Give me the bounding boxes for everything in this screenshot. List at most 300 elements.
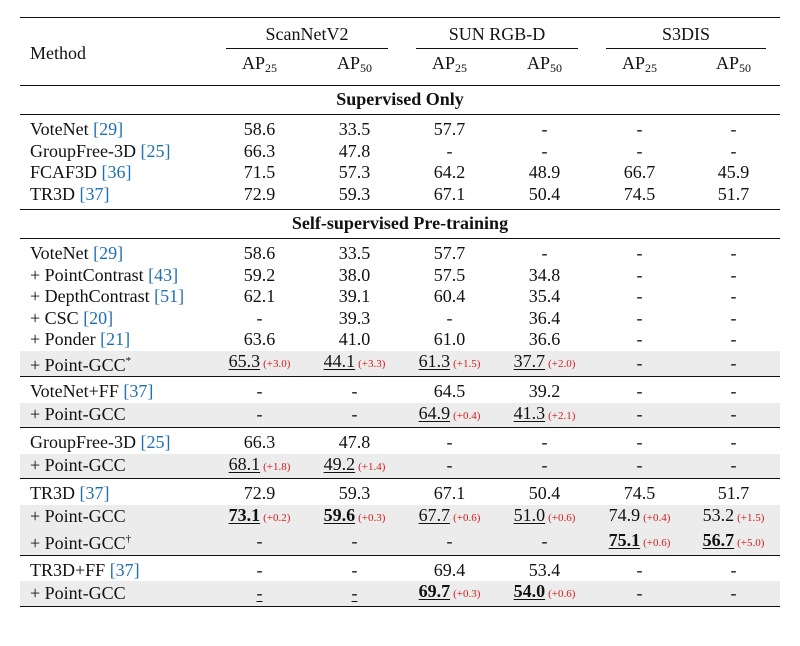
metric-value: -: [351, 404, 358, 424]
metric-value: 74.5: [623, 483, 656, 503]
value-cell: [497, 377, 592, 403]
table-row: [20, 286, 780, 308]
metric-value: 57.7: [433, 243, 466, 263]
method-name: VoteNet: [30, 119, 94, 139]
value-cell: [402, 329, 497, 351]
metric-value: 50.4: [528, 483, 561, 503]
metric-header: $AP_{25}$: [241, 52, 277, 75]
metric-value: -: [256, 582, 263, 603]
metric-header: $AP_{50}$: [526, 52, 562, 75]
metric-value: 65.3: [228, 351, 261, 371]
value-cell: [402, 403, 497, 428]
value-cell: [687, 162, 780, 184]
value-cell: [592, 505, 687, 530]
value-cell: [592, 428, 687, 454]
value-cell: [402, 377, 497, 403]
method-name: FCAF3D: [30, 162, 102, 182]
value-cell: [687, 265, 780, 287]
method-name: + Point-GCC: [30, 506, 126, 526]
metric-value: -: [730, 381, 737, 401]
value-cell: [402, 239, 497, 265]
metric-value: -: [541, 455, 548, 475]
gain-value: (+0.6): [453, 511, 481, 524]
metric-value: 59.6: [323, 504, 356, 525]
metric-value: -: [541, 243, 548, 263]
metric-value: 47.8: [338, 432, 371, 452]
value-cell: [307, 529, 402, 555]
method-name: + CSC: [30, 307, 84, 328]
table-row: [20, 479, 780, 505]
value-cell: [307, 115, 402, 141]
value-cell: [307, 184, 402, 210]
section-header: Self-supervised Pre-training: [20, 210, 780, 239]
metric-value: -: [446, 432, 453, 452]
metric-value: 67.1: [433, 483, 466, 503]
metric-value: 73.1: [228, 504, 261, 525]
value-cell: [687, 403, 780, 428]
value-cell: [687, 141, 780, 163]
value-cell: [402, 308, 497, 330]
metric-value: 64.5: [433, 381, 466, 401]
metric-value: -: [636, 455, 643, 475]
metric-value: -: [730, 286, 737, 306]
table-row: [20, 581, 780, 606]
table-row: [20, 329, 780, 351]
value-cell: [212, 581, 307, 606]
metric-value: -: [541, 140, 548, 161]
value-cell: [497, 581, 592, 606]
citation-link[interactable]: [36]: [101, 162, 132, 182]
metric-value: -: [636, 307, 643, 328]
method-cell: [20, 377, 212, 403]
value-cell: [592, 581, 687, 606]
citation-link[interactable]: [25]: [140, 432, 171, 452]
metric-value: 67.1: [433, 183, 466, 204]
value-cell: [687, 479, 780, 505]
value-cell: [592, 239, 687, 265]
method-name: VoteNet: [30, 243, 94, 263]
metric-value: 49.2: [323, 453, 356, 474]
metric-value: -: [730, 404, 737, 424]
value-cell: [212, 505, 307, 530]
metric-value: -: [636, 404, 643, 424]
metric-value: -: [351, 531, 358, 551]
metric-value: -: [730, 264, 737, 285]
metric-value: -: [636, 582, 643, 603]
value-cell: [307, 239, 402, 265]
value-cell: [307, 286, 402, 308]
value-cell: [497, 351, 592, 377]
value-cell: [497, 265, 592, 287]
citation-link[interactable]: [51]: [154, 286, 185, 306]
value-cell: [592, 141, 687, 163]
value-cell: [687, 581, 780, 606]
value-cell: [497, 141, 592, 163]
method-name: TR3D: [30, 183, 80, 204]
metric-value: 53.4: [528, 559, 561, 580]
table-row: [20, 184, 780, 210]
table-row: [20, 428, 780, 454]
value-cell: [402, 555, 497, 581]
metric-value: 39.1: [338, 286, 371, 306]
value-cell: [307, 428, 402, 454]
gain-value: (+3.0): [263, 358, 291, 370]
value-cell: [212, 265, 307, 287]
metric-value: -: [256, 531, 263, 551]
value-cell: [687, 377, 780, 403]
metric-value: -: [730, 307, 737, 328]
value-cell: [212, 377, 307, 403]
dataset-header-sunrgbd: SUN RGB-D: [416, 24, 578, 49]
value-cell: [497, 286, 592, 308]
value-cell: [402, 479, 497, 505]
method-header: Method: [30, 42, 86, 63]
gain-value: (+0.6): [548, 511, 576, 524]
value-cell: [592, 479, 687, 505]
metric-value: -: [636, 559, 643, 580]
metric-value: -: [256, 381, 263, 401]
metric-value: 58.6: [243, 119, 276, 139]
method-cell: [20, 286, 212, 308]
metric-value: 64.2: [433, 162, 466, 182]
value-cell: [212, 454, 307, 479]
method-superscript: †: [125, 533, 132, 545]
gain-value: (+0.4): [453, 409, 481, 422]
value-cell: [687, 184, 780, 210]
table-row: [20, 351, 780, 377]
metric-value: -: [541, 119, 548, 139]
value-cell: [592, 454, 687, 479]
metric-value: -: [351, 559, 358, 580]
metric-value: -: [636, 140, 643, 161]
metric-value: 51.7: [717, 183, 750, 204]
gain-value: (+1.5): [737, 511, 765, 524]
value-cell: [592, 265, 687, 287]
citation-link[interactable]: [21]: [100, 329, 131, 349]
method-cell: [20, 581, 212, 606]
metric-value: 51.0: [513, 504, 546, 525]
value-cell: [212, 428, 307, 454]
value-cell: [212, 162, 307, 184]
value-cell: [497, 428, 592, 454]
metric-value: -: [541, 432, 548, 452]
metric-value: -: [446, 140, 453, 161]
gain-value: (+1.8): [263, 460, 291, 473]
method-cell: [20, 505, 212, 530]
citation-link[interactable]: [43]: [148, 264, 179, 285]
section-header: Supervised Only: [20, 86, 780, 115]
value-cell: [307, 505, 402, 530]
metric-value: -: [541, 531, 548, 551]
value-cell: [307, 329, 402, 351]
table-row: [20, 141, 780, 163]
method-cell: [20, 308, 212, 330]
method-cell: [20, 115, 212, 141]
metric-value: 67.7: [418, 504, 451, 525]
gain-value: (+2.0): [548, 358, 576, 370]
value-cell: [687, 115, 780, 141]
value-cell: [592, 286, 687, 308]
method-cell: [20, 184, 212, 210]
value-cell: [402, 529, 497, 555]
value-cell: [212, 351, 307, 377]
value-cell: [307, 403, 402, 428]
metric-value: 66.3: [243, 432, 276, 452]
metric-value: 72.9: [243, 483, 276, 503]
value-cell: [307, 265, 402, 287]
metric-header: $AP_{25}$: [431, 52, 467, 75]
value-cell: [687, 454, 780, 479]
value-cell: [212, 329, 307, 351]
value-cell: [307, 454, 402, 479]
method-cell: [20, 351, 212, 377]
method-cell: [20, 479, 212, 505]
citation-link[interactable]: [25]: [140, 140, 171, 161]
value-cell: [687, 329, 780, 351]
metric-value: 57.5: [433, 264, 466, 285]
value-cell: [497, 308, 592, 330]
value-cell: [592, 377, 687, 403]
metric-value: 39.3: [338, 307, 371, 328]
value-cell: [307, 308, 402, 330]
metric-value: -: [636, 329, 643, 349]
value-cell: [307, 555, 402, 581]
gain-value: (+1.4): [358, 460, 386, 473]
value-cell: [592, 184, 687, 210]
value-cell: [687, 286, 780, 308]
value-cell: [592, 529, 687, 555]
value-cell: [592, 115, 687, 141]
method-name: GroupFree-3D: [30, 432, 141, 452]
value-cell: [687, 529, 780, 555]
value-cell: [497, 479, 592, 505]
value-cell: [212, 115, 307, 141]
gain-value: (+0.6): [548, 588, 576, 600]
metric-value: 51.7: [717, 483, 750, 503]
metric-value: 59.2: [243, 264, 276, 285]
citation-link[interactable]: [29]: [93, 119, 124, 139]
metric-value: 41.0: [338, 329, 371, 349]
value-cell: [402, 265, 497, 287]
table-row: [20, 308, 780, 330]
metric-value: 68.1: [228, 453, 261, 474]
method-cell: [20, 162, 212, 184]
value-cell: [307, 377, 402, 403]
value-cell: [497, 555, 592, 581]
value-cell: [592, 351, 687, 377]
value-cell: [687, 428, 780, 454]
value-cell: [497, 115, 592, 141]
metric-value: 44.1: [323, 351, 356, 371]
gain-value: (+2.1): [548, 409, 576, 422]
table-row: [20, 403, 780, 428]
value-cell: [307, 141, 402, 163]
method-name: + Point-GCC: [30, 354, 126, 375]
value-cell: [497, 162, 592, 184]
method-cell: [20, 555, 212, 581]
value-cell: [497, 239, 592, 265]
metric-value: 36.4: [528, 307, 561, 328]
gain-value: (+5.0): [737, 536, 765, 549]
value-cell: [212, 239, 307, 265]
citation-link[interactable]: [37]: [79, 483, 110, 503]
value-cell: [212, 308, 307, 330]
metric-value: 69.4: [433, 559, 466, 580]
metric-value: 37.7: [513, 351, 546, 371]
metric-value: -: [730, 243, 737, 263]
metric-value: 36.6: [528, 329, 561, 349]
metric-value: 61.3: [418, 351, 451, 371]
metric-value: 53.2: [702, 504, 735, 525]
value-cell: [592, 329, 687, 351]
metric-value: 57.7: [433, 119, 466, 139]
metric-value: 41.3: [513, 402, 546, 423]
metric-value: 56.7: [702, 529, 735, 550]
metric-value: -: [636, 243, 643, 263]
metric-value: 75.1: [608, 529, 641, 550]
value-cell: [212, 479, 307, 505]
metric-value: 39.2: [528, 381, 561, 401]
value-cell: [687, 505, 780, 530]
value-cell: [212, 555, 307, 581]
method-cell: [20, 265, 212, 287]
metric-value: 61.0: [433, 329, 466, 349]
value-cell: [212, 403, 307, 428]
method-cell: [20, 454, 212, 479]
metric-value: -: [351, 381, 358, 401]
value-cell: [307, 581, 402, 606]
metric-value: 34.8: [528, 264, 561, 285]
method-name: VoteNet+FF: [30, 381, 124, 401]
citation-link[interactable]: [37]: [79, 183, 110, 204]
metric-value: 54.0: [513, 581, 546, 601]
value-cell: [592, 308, 687, 330]
dataset-header-s3dis: S3DIS: [606, 24, 766, 49]
value-cell: [402, 162, 497, 184]
metric-value: 48.9: [528, 162, 561, 182]
metric-value: -: [256, 559, 263, 580]
citation-link[interactable]: [37]: [109, 559, 140, 580]
metric-value: 63.6: [243, 329, 276, 349]
metric-value: 71.5: [243, 162, 276, 182]
metric-value: 59.3: [338, 483, 371, 503]
table-row: [20, 377, 780, 403]
method-cell: [20, 403, 212, 428]
gain-value: (+3.3): [358, 358, 386, 370]
value-cell: [687, 239, 780, 265]
metric-header: $AP_{25}$: [621, 52, 657, 75]
value-cell: [402, 115, 497, 141]
metric-value: -: [256, 404, 263, 424]
table-row: [20, 555, 780, 581]
metric-value: -: [446, 307, 453, 328]
metric-value: 58.6: [243, 243, 276, 263]
table-row: [20, 505, 780, 530]
metric-value: 66.3: [243, 140, 276, 161]
metric-value: -: [730, 582, 737, 603]
metric-value: 74.5: [623, 183, 656, 204]
table-row: [20, 162, 780, 184]
method-cell: [20, 428, 212, 454]
citation-link[interactable]: [29]: [93, 243, 124, 263]
method-name: TR3D: [30, 483, 80, 503]
value-cell: [402, 505, 497, 530]
metric-value: 69.7: [418, 581, 451, 601]
metric-value: -: [730, 455, 737, 475]
method-name: + Point-GCC: [30, 455, 126, 475]
metric-value: -: [730, 352, 737, 373]
value-cell: [592, 403, 687, 428]
metric-value: 33.5: [338, 119, 371, 139]
table-row: [20, 529, 780, 555]
value-cell: [307, 351, 402, 377]
metric-value: 38.0: [338, 264, 371, 285]
method-cell: [20, 529, 212, 555]
metric-header: $AP_{50}$: [336, 52, 372, 75]
method-name: + DepthContrast: [30, 286, 155, 306]
metric-value: -: [636, 352, 643, 373]
value-cell: [402, 286, 497, 308]
method-name: GroupFree-3D: [30, 140, 141, 161]
value-cell: [687, 351, 780, 377]
header-row-datasets: [20, 18, 780, 49]
results-table: [20, 17, 780, 607]
gain-value: (+0.4): [643, 511, 671, 524]
metric-value: -: [636, 286, 643, 306]
method-name: + Point-GCC: [30, 404, 126, 424]
value-cell: [402, 184, 497, 210]
value-cell: [402, 428, 497, 454]
method-cell: [20, 329, 212, 351]
citation-link[interactable]: [20]: [83, 307, 114, 328]
metric-value: 64.9: [418, 402, 451, 423]
metric-value: 45.9: [717, 162, 750, 182]
metric-value: 50.4: [528, 183, 561, 204]
table-row: [20, 454, 780, 479]
metric-value: -: [730, 119, 737, 139]
gain-value: (+0.3): [358, 511, 386, 524]
value-cell: [212, 529, 307, 555]
table-row: [20, 115, 780, 141]
method-superscript: *: [125, 354, 132, 367]
metric-value: -: [636, 432, 643, 452]
value-cell: [497, 403, 592, 428]
method-name: + Point-GCC: [30, 582, 126, 603]
method-name: + Ponder: [30, 329, 101, 349]
value-cell: [402, 454, 497, 479]
value-cell: [592, 162, 687, 184]
table-row: [20, 265, 780, 287]
gain-value: (+1.5): [453, 358, 481, 370]
method-name: TR3D+FF: [30, 559, 110, 580]
value-cell: [497, 529, 592, 555]
metric-value: 47.8: [338, 140, 371, 161]
metric-value: -: [730, 329, 737, 349]
gain-value: (+0.6): [643, 536, 671, 549]
value-cell: [497, 505, 592, 530]
metric-value: -: [351, 582, 358, 603]
metric-value: -: [256, 307, 263, 328]
metric-value: 72.9: [243, 183, 276, 204]
value-cell: [402, 141, 497, 163]
metric-value: 74.9: [608, 504, 641, 525]
citation-link[interactable]: [37]: [123, 381, 154, 401]
metric-value: -: [636, 119, 643, 139]
value-cell: [687, 555, 780, 581]
metric-value: 60.4: [433, 286, 466, 306]
value-cell: [497, 454, 592, 479]
metric-value: 66.7: [623, 162, 656, 182]
